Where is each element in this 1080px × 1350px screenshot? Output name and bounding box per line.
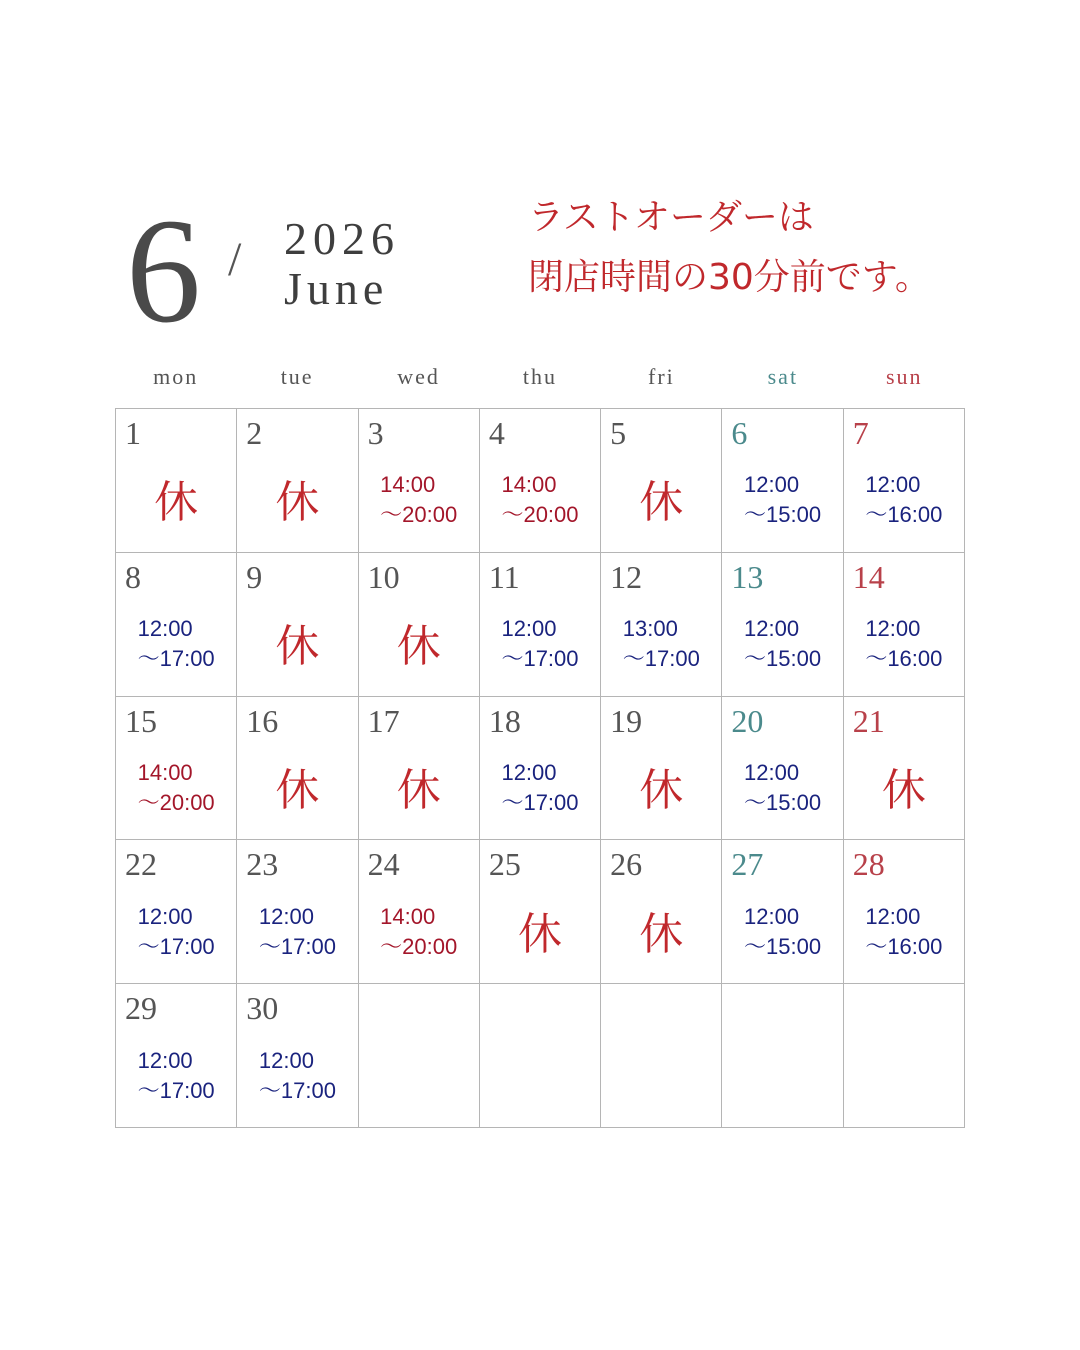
day-number: 26: [610, 846, 643, 883]
notice-line-2: 閉店時間の30分前です。: [528, 257, 931, 298]
day-number: 23: [246, 846, 279, 883]
business-hours: [138, 758, 215, 818]
day-content: [844, 601, 964, 688]
day-content: [601, 601, 721, 688]
day-content: [359, 457, 479, 544]
calendar-day-cell: [722, 553, 843, 697]
day-content: [844, 745, 964, 832]
calendar-day-cell: [601, 840, 722, 984]
closed-mark: 休: [881, 764, 926, 816]
business-hours: [744, 758, 821, 818]
calendar-day-cell: [116, 409, 237, 553]
day-number: 21: [852, 702, 885, 739]
calendar-day-cell: [237, 840, 358, 984]
business-hours: [744, 470, 821, 530]
closed-mark: 休: [396, 621, 441, 673]
opening-time: 12:00: [865, 472, 921, 498]
day-content: [601, 888, 721, 975]
day-content: [237, 457, 357, 544]
business-hours: [865, 902, 942, 962]
calendar-day-cell: [480, 553, 601, 697]
day-number: 20: [731, 702, 764, 739]
calendar-day-cell: [237, 984, 358, 1128]
day-number: 17: [367, 702, 400, 739]
day-content: [722, 888, 842, 975]
calendar-day-cell: [722, 697, 843, 841]
calendar-day-cell: [480, 409, 601, 553]
day-content: [601, 745, 721, 832]
month-name-label: June: [284, 263, 389, 314]
closing-time: 〜15:00: [744, 789, 822, 815]
weekday-thu: thu: [522, 364, 558, 389]
opening-time: 12:00: [744, 903, 800, 929]
opening-time: 14:00: [137, 759, 193, 785]
day-number: 16: [246, 702, 279, 739]
day-content: [116, 745, 236, 832]
day-content: [722, 601, 842, 688]
calendar-day-cell: [116, 553, 237, 697]
weekday-fri: fri: [648, 364, 675, 389]
opening-time: 12:00: [258, 1047, 314, 1073]
calendar-grid: [115, 408, 965, 1128]
day-number: 24: [367, 846, 400, 883]
closing-time: 〜17:00: [258, 1077, 336, 1103]
calendar-day-cell: [237, 409, 358, 553]
opening-time: 13:00: [622, 616, 678, 642]
day-content: [844, 888, 964, 975]
day-content: [359, 601, 479, 688]
closing-time: 〜16:00: [865, 933, 943, 959]
closing-time: 〜17:00: [137, 1077, 215, 1103]
calendar-day-cell: [359, 840, 480, 984]
business-hours: [865, 470, 942, 530]
closing-time: 〜20:00: [137, 789, 215, 815]
calendar-day-cell: [116, 984, 237, 1128]
calendar-day-cell: [844, 409, 965, 553]
empty-cell: [480, 984, 601, 1128]
closing-time: 〜20:00: [380, 502, 458, 528]
calendar-day-cell: [480, 840, 601, 984]
day-content: [237, 601, 357, 688]
opening-time: 12:00: [744, 472, 800, 498]
calendar-day-cell: [116, 840, 237, 984]
closing-time: 〜17:00: [137, 646, 215, 672]
day-number: 15: [125, 702, 157, 739]
day-number: 22: [125, 846, 157, 883]
business-hours: [501, 470, 578, 530]
day-number: 9: [246, 558, 263, 595]
day-number: 8: [125, 558, 141, 595]
closing-time: 〜16:00: [865, 502, 943, 528]
closing-time: 〜17:00: [622, 646, 700, 672]
opening-time: 14:00: [501, 472, 557, 498]
business-hours: [380, 902, 457, 962]
day-number: 25: [488, 846, 521, 883]
business-hours: [259, 1046, 336, 1106]
closing-time: 〜16:00: [865, 646, 943, 672]
closed-mark: 休: [639, 908, 684, 960]
closing-time: 〜20:00: [501, 502, 579, 528]
day-content: [722, 745, 842, 832]
day-content: [722, 457, 842, 544]
opening-time: 12:00: [501, 759, 557, 785]
month-number: 6: [126, 188, 201, 354]
business-hours: [501, 614, 578, 674]
day-number: 27: [731, 846, 764, 883]
day-number: 3: [367, 415, 384, 451]
calendar-day-cell: [601, 553, 722, 697]
opening-time: 12:00: [865, 903, 921, 929]
day-number: 10: [367, 558, 400, 595]
day-number: 18: [488, 702, 521, 739]
closed-mark: 休: [275, 764, 320, 816]
day-content: [237, 1032, 357, 1119]
day-content: [116, 888, 236, 975]
opening-time: 12:00: [137, 616, 193, 642]
day-content: [116, 457, 236, 544]
day-content: [480, 888, 600, 975]
day-content: [480, 601, 600, 688]
calendar-day-cell: [359, 553, 480, 697]
calendar-day-cell: [116, 697, 237, 841]
day-number: 12: [610, 558, 643, 595]
closed-mark: 休: [639, 477, 684, 529]
day-number: 11: [488, 558, 520, 595]
day-number: 2: [246, 415, 263, 451]
calendar-day-cell: [480, 697, 601, 841]
opening-time: 12:00: [744, 759, 800, 785]
day-content: [116, 601, 236, 688]
weekday-wed: wed: [397, 364, 440, 389]
day-content: [116, 1032, 236, 1119]
empty-cell: [844, 984, 965, 1128]
notice-line-1: ラストオーダーは: [528, 197, 814, 238]
calendar-day-cell: [237, 553, 358, 697]
calendar-day-cell: [237, 697, 358, 841]
business-hours: [865, 614, 942, 674]
closing-time: 〜15:00: [744, 646, 822, 672]
opening-time: 14:00: [380, 472, 436, 498]
closing-time: 〜17:00: [501, 646, 579, 672]
day-content: [480, 457, 600, 544]
empty-cell: [722, 984, 843, 1128]
opening-time: 12:00: [501, 616, 557, 642]
day-content: [480, 745, 600, 832]
closing-time: 〜15:00: [744, 933, 822, 959]
opening-time: 12:00: [137, 1047, 193, 1073]
closing-time: 〜17:00: [258, 933, 336, 959]
calendar-day-cell: [601, 409, 722, 553]
day-number: 19: [610, 702, 643, 739]
calendar-day-cell: [601, 697, 722, 841]
weekday-sat: sat: [767, 364, 799, 389]
opening-time: 14:00: [380, 903, 436, 929]
day-content: [237, 888, 357, 975]
day-number: 5: [610, 415, 627, 451]
empty-cell: [601, 984, 722, 1128]
day-content: [601, 457, 721, 544]
closing-time: 〜15:00: [744, 502, 822, 528]
day-number: 29: [125, 990, 157, 1027]
day-content: [359, 745, 479, 832]
day-content: [844, 457, 964, 544]
opening-time: 12:00: [865, 616, 921, 642]
month-separator: /: [228, 233, 242, 286]
calendar-day-cell: [359, 697, 480, 841]
day-number: 1: [125, 415, 141, 451]
calendar-day-cell: [844, 840, 965, 984]
day-number: 30: [246, 990, 279, 1027]
year-label: 2026: [284, 213, 400, 264]
business-hours: [380, 470, 457, 530]
closing-time: 〜17:00: [501, 789, 579, 815]
closed-mark: 休: [275, 621, 320, 673]
day-content: [359, 888, 479, 975]
day-content: [237, 745, 357, 832]
closed-mark: 休: [639, 764, 684, 816]
business-hours: [138, 614, 215, 674]
calendar-day-cell: [844, 697, 965, 841]
closing-time: 〜20:00: [380, 933, 458, 959]
opening-time: 12:00: [137, 903, 193, 929]
closed-mark: 休: [154, 477, 199, 529]
day-number: 14: [852, 558, 885, 595]
weekday-header: [115, 364, 965, 398]
day-number: 28: [852, 846, 885, 883]
closed-mark: 休: [517, 908, 562, 960]
day-number: 13: [731, 558, 764, 595]
calendar-day-cell: [722, 409, 843, 553]
day-number: 7: [852, 415, 869, 451]
closing-time: 〜17:00: [137, 933, 215, 959]
closed-mark: 休: [275, 477, 320, 529]
empty-cell: [359, 984, 480, 1128]
closed-mark: 休: [396, 764, 441, 816]
calendar-day-cell: [844, 553, 965, 697]
weekday-tue: tue: [280, 364, 314, 389]
day-number: 4: [488, 415, 505, 451]
business-hours: [744, 902, 821, 962]
business-hours: [501, 758, 578, 818]
opening-time: 12:00: [258, 903, 314, 929]
last-order-notice: [528, 188, 931, 308]
opening-time: 12:00: [744, 616, 800, 642]
calendar-day-cell: [722, 840, 843, 984]
weekday-sun: sun: [886, 364, 923, 389]
business-hours: [259, 902, 336, 962]
day-number: 6: [731, 415, 748, 451]
weekday-mon: mon: [153, 364, 199, 389]
business-hours: [623, 614, 700, 674]
business-hours: [138, 902, 215, 962]
business-hours: [138, 1046, 215, 1106]
calendar-day-cell: [359, 409, 480, 553]
business-hours: [744, 614, 821, 674]
